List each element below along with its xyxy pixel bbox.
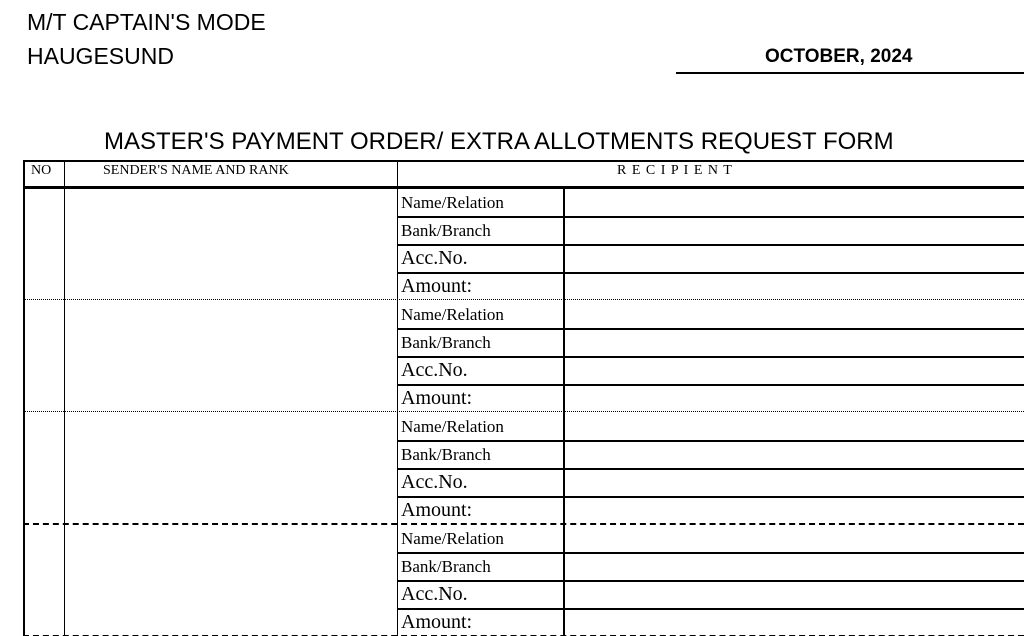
header-bottom-border [23, 186, 1024, 189]
field-value-divider [563, 188, 565, 636]
field-label: Bank/Branch [401, 221, 491, 240]
entry-group-separator [23, 523, 1024, 525]
table-left-border [23, 160, 25, 636]
field-row-separator [397, 356, 1024, 358]
field-row-separator [397, 216, 1024, 218]
vessel-name: M/T CAPTAIN'S MODE [27, 9, 266, 35]
port-name: HAUGESUND [27, 43, 174, 69]
field-label: Bank/Branch [401, 333, 491, 352]
field-label: Name/Relation [401, 417, 504, 436]
sender-column-divider [397, 160, 398, 636]
month-underline [676, 72, 1024, 74]
field-label: Name/Relation [401, 193, 504, 212]
field-row-separator [397, 580, 1024, 582]
field-label: Amount: [401, 499, 473, 521]
report-month: OCTOBER, 2024 [765, 46, 913, 67]
field-label: Name/Relation [401, 305, 504, 324]
col-header-sender: SENDER'S NAME AND RANK [103, 163, 289, 178]
col-header-recipient: R E C I P I E N T [617, 163, 733, 178]
field-label: Bank/Branch [401, 445, 491, 464]
field-row-separator [397, 440, 1024, 442]
field-row-separator [397, 496, 1024, 498]
entry-group-separator [23, 411, 1024, 412]
field-row-separator [397, 608, 1024, 610]
field-row-separator [397, 552, 1024, 554]
field-label: Acc.No. [401, 471, 468, 493]
col-header-no: NO [31, 163, 52, 178]
entry-group-separator [23, 299, 1024, 300]
field-row-separator [397, 328, 1024, 330]
field-label: Amount: [401, 387, 473, 409]
field-label: Acc.No. [401, 247, 468, 269]
no-column-divider [64, 160, 65, 636]
payment-order-table [23, 160, 1024, 636]
table-top-border [23, 160, 1024, 162]
field-label: Acc.No. [401, 359, 468, 381]
field-row-separator [397, 384, 1024, 386]
field-label: Amount: [401, 611, 473, 633]
field-label: Acc.No. [401, 583, 468, 605]
field-row-separator [397, 468, 1024, 470]
field-label: Amount: [401, 275, 473, 297]
field-label: Name/Relation [401, 529, 504, 548]
form-title: MASTER'S PAYMENT ORDER/ EXTRA ALLOTMENTS REQUEST FORM [104, 128, 894, 155]
field-row-separator [397, 244, 1024, 246]
field-row-separator [397, 272, 1024, 274]
field-label: Bank/Branch [401, 557, 491, 576]
